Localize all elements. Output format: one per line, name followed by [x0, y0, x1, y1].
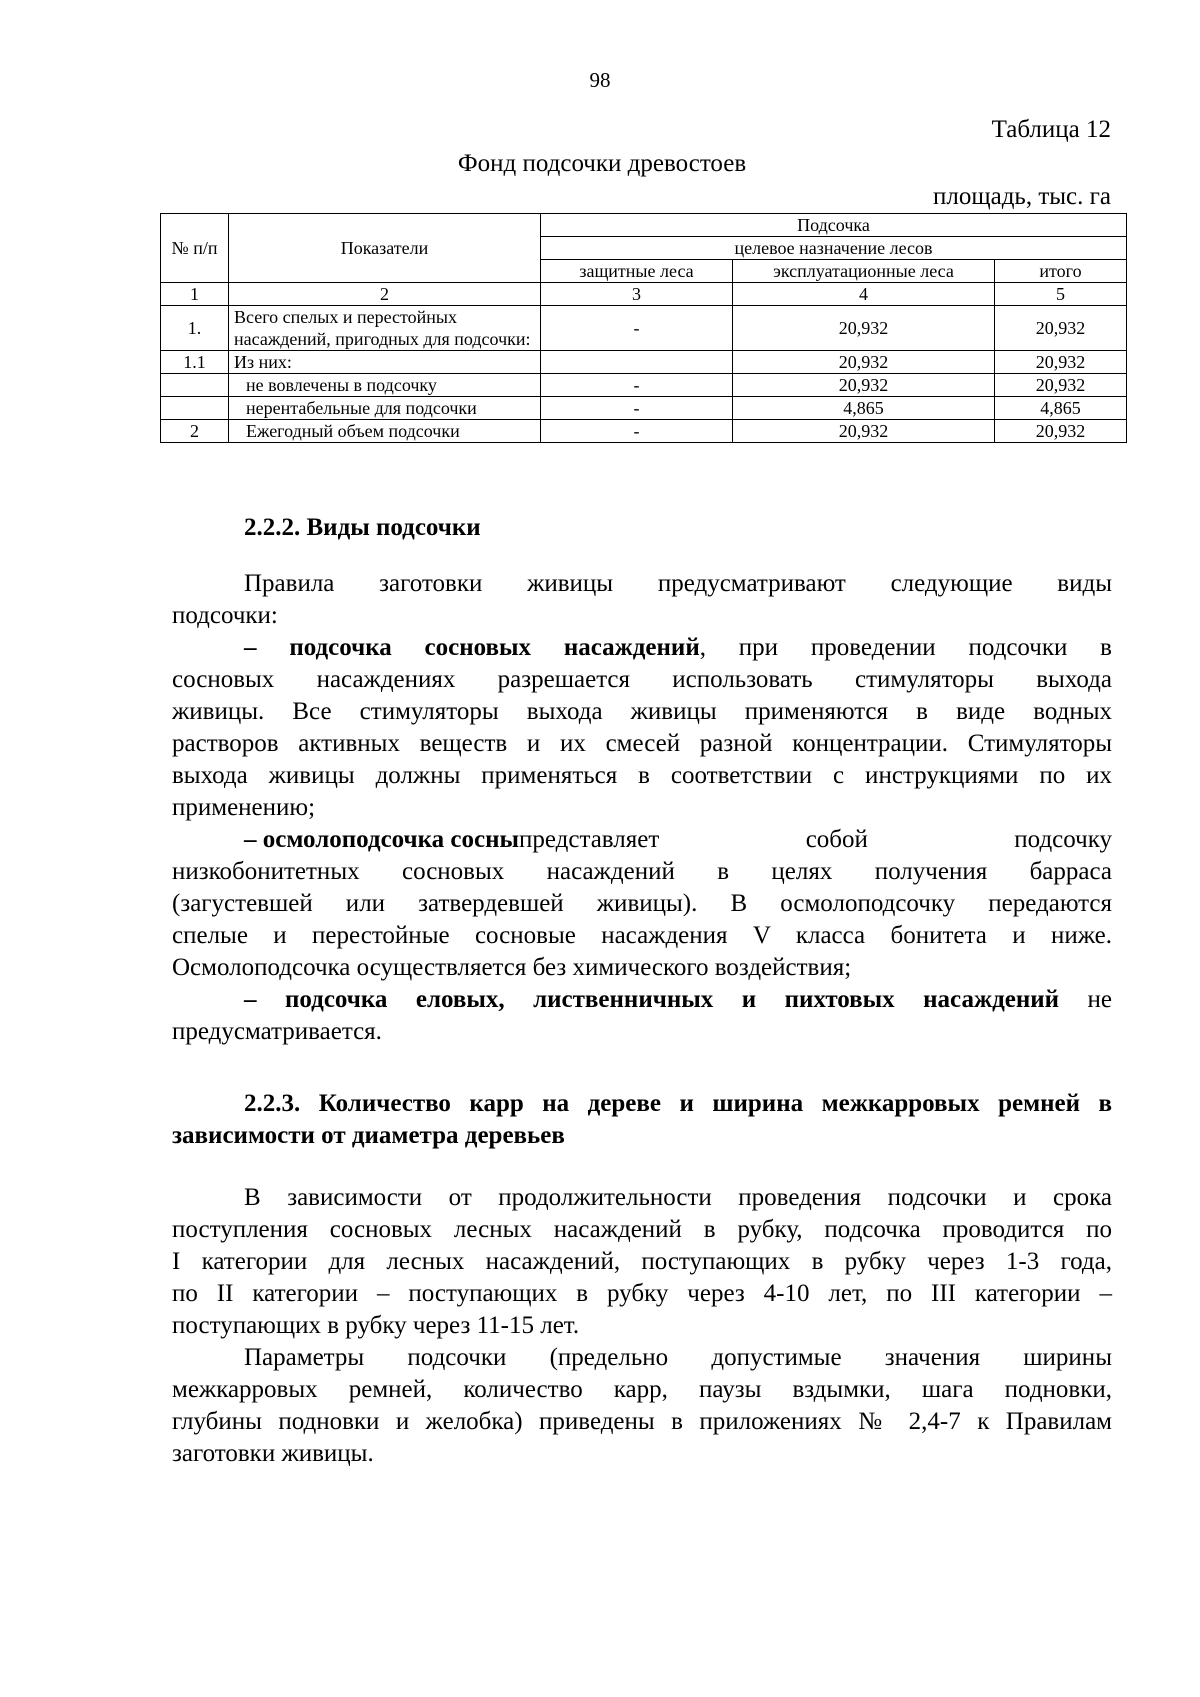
row-name: Всего спелых и перестойных насаждений, пригодных для подсочки: — [229, 306, 541, 351]
paragraph-line: I категории для лесных насаждений, поступающих в рубку через 1-3 года, — [172, 1248, 1112, 1275]
paragraph-line: межкарровых ремней, количество карр, паузы вздымки, шага подновки, — [172, 1376, 1112, 1403]
row-total: 4,865 — [995, 397, 1127, 420]
header-purpose: целевое назначение лесов — [541, 237, 1127, 260]
paragraph-line: по II категории – поступающих в рубку через 4-10 лет, по III категории – — [172, 1280, 1112, 1307]
bullet-text: представляет собой подсочку — [519, 826, 1112, 853]
bullet-text: , при проведении подсочки в — [699, 634, 1112, 661]
page-number: 98 — [589, 68, 611, 92]
paragraph-line: выхода живицы должны применяться в соответствии с инструкциями по их — [172, 762, 1112, 789]
paragraph-line: поступления сосновых лесных насаждений в рубку, подсочка проводится по — [172, 1216, 1112, 1243]
paragraph-line: спелые и перестойные сосновые насаждения V класса бонитета и ниже. — [172, 922, 1112, 949]
row-total: 20,932 — [995, 306, 1127, 351]
row-total: 20,932 — [995, 374, 1127, 397]
col-number: 5 — [995, 283, 1127, 306]
row-protective: - — [541, 374, 733, 397]
row-num — [161, 374, 229, 397]
section-heading-2-2-2: 2.2.2. Виды подсочки — [244, 514, 481, 541]
header-num: № п/п — [161, 214, 229, 283]
paragraph-line: растворов активных веществ и их смесей разной концентрации. Стимуляторы — [172, 730, 1112, 757]
col-number: 2 — [229, 283, 541, 306]
row-name: нерентабельные для подсочки — [229, 397, 541, 420]
paragraph-line: живицы. Все стимуляторы выхода живицы применяются в виде водных — [172, 698, 1112, 725]
bullet-bold-term: – подсочка сосновых насаждений — [244, 634, 700, 661]
bullet-osmolopodsochka — [244, 824, 1112, 856]
bullet-bold-term: – подсочка еловых, лиственничных и пихтовых насаждений — [244, 986, 1060, 1013]
paragraph-line: Параметры подсочки (предельно допустимые значения ширины — [244, 1344, 1112, 1371]
row-exploitation: 4,865 — [733, 397, 995, 420]
table-row — [161, 374, 1127, 397]
paragraph-line: Правила заготовки живицы предусматривают следующие виды — [244, 570, 1112, 597]
header-total: итого — [995, 260, 1127, 283]
row-protective: - — [541, 397, 733, 420]
paragraph-line: глубины подновки и желобка) приведены в приложениях № 2,4-7 к Правилам — [172, 1408, 1112, 1435]
row-name: Из них: — [229, 351, 541, 374]
bullet-bold-term: – осмолоподсочка сосны — [244, 826, 520, 853]
row-num: 1. — [161, 306, 229, 351]
row-total: 20,932 — [995, 420, 1127, 443]
col-number: 4 — [733, 283, 995, 306]
bullet-text: не — [1059, 986, 1113, 1013]
paragraph-line: Осмолоподсочка осуществляется без химического воздействия; — [172, 954, 852, 981]
paragraph-line: подсочки: — [172, 602, 278, 629]
bullet-elovye — [244, 984, 1112, 1016]
header-tapping: Подсочка — [541, 214, 1127, 237]
column-number-row — [161, 283, 1127, 306]
row-exploitation: 20,932 — [733, 306, 995, 351]
row-protective — [541, 351, 733, 374]
table-label: Таблица 12 — [991, 116, 1111, 143]
col-number: 1 — [161, 283, 229, 306]
table-row — [161, 306, 1127, 351]
row-num: 1.1 — [161, 351, 229, 374]
table-units: площадь, тыс. га — [933, 183, 1111, 210]
header-indicators: Показатели — [229, 214, 541, 283]
row-exploitation: 20,932 — [733, 351, 995, 374]
col-number: 3 — [541, 283, 733, 306]
paragraph-line: низкобонитетных сосновых насаждений в целях получения барраса — [172, 858, 1112, 885]
row-num — [161, 397, 229, 420]
paragraph-line: применению; — [172, 794, 316, 821]
paragraph-line: В зависимости от продолжительности проведения подсочки и срока — [244, 1184, 1112, 1211]
paragraph-line: (загустевшей или затвердевшей живицы). В осмолоподсочку передаются — [172, 890, 1112, 917]
header-protective: защитные леса — [541, 260, 733, 283]
row-protective: - — [541, 420, 733, 443]
section-heading-2-2-3: 2.2.3. Количество карр на дереве и ширина межкарровых ремней в — [244, 1090, 1112, 1117]
row-exploitation: 20,932 — [733, 420, 995, 443]
row-exploitation: 20,932 — [733, 374, 995, 397]
header-exploitation: эксплуатационные леса — [733, 260, 995, 283]
paragraph-line: заготовки живицы. — [172, 1440, 374, 1467]
row-name: не вовлечены в подсочку — [229, 374, 541, 397]
row-total: 20,932 — [995, 351, 1127, 374]
paragraph-line: сосновых насаждениях разрешается использовать стимуляторы выхода — [172, 666, 1112, 693]
row-name: Ежегодный объем подсочки — [229, 420, 541, 443]
table-row — [161, 420, 1127, 443]
bullet-sosnovye — [244, 632, 1112, 664]
paragraph-line: поступающих в рубку через 11-15 лет. — [172, 1312, 580, 1339]
row-protective: - — [541, 306, 733, 351]
row-num: 2 — [161, 420, 229, 443]
header-row-1 — [161, 214, 1127, 237]
table-row — [161, 351, 1127, 374]
tapping-fund-table — [160, 213, 1127, 443]
table-row — [161, 397, 1127, 420]
paragraph-line: предусматривается. — [172, 1018, 382, 1045]
section-heading-2-2-3-cont: зависимости от диаметра деревьев — [172, 1122, 565, 1149]
table-title: Фонд подсочки древостоев — [457, 150, 747, 177]
